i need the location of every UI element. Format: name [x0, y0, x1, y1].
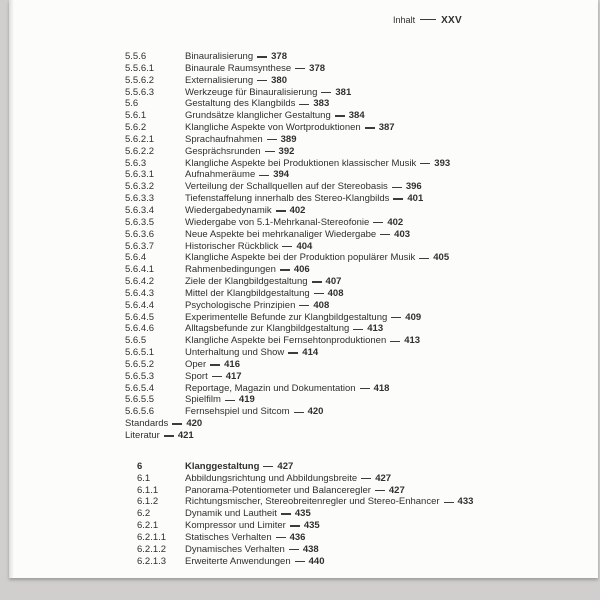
- toc-entry-number: 5.5.6.1: [125, 62, 155, 74]
- dash-separator: [444, 502, 454, 503]
- toc-entry: [125, 544, 475, 556]
- toc-entry-number: 5.6.4.6: [125, 323, 155, 335]
- toc-entry: [125, 532, 475, 544]
- toc-entry-page: 416: [224, 358, 240, 370]
- dash-separator: [289, 549, 299, 550]
- toc-entry-number: 5.6.4.5: [125, 311, 155, 323]
- toc-entry-number: 5.6: [125, 98, 139, 110]
- toc-list: [125, 51, 475, 567]
- toc-entry-title: Externalisierung: [185, 74, 254, 86]
- toc-entry-number: 5.6.3.2: [125, 181, 155, 193]
- toc-entry: [125, 241, 475, 253]
- toc-entry: [125, 122, 475, 134]
- toc-entry-page: 378: [271, 51, 287, 62]
- toc-entry: [125, 229, 475, 241]
- toc-entry-page: 407: [325, 276, 342, 288]
- dash-separator: [257, 80, 267, 81]
- toc-entry-title: Panorama-Potentiometer und Balanceregler: [185, 484, 371, 496]
- toc-entry: [125, 359, 475, 371]
- toc-entry-number: 5.6.3.1: [125, 169, 155, 181]
- toc-entry-number: 5.6.4.2: [125, 276, 155, 288]
- dash-separator: [257, 56, 267, 57]
- toc-entry-title: Gesprächsrunden: [185, 145, 261, 157]
- toc-entry-page: 383: [313, 98, 330, 110]
- dash-separator: [321, 92, 331, 93]
- toc-entry-title: Ziele der Klangbildgestaltung: [185, 276, 308, 288]
- toc-entry-title: Standards: [125, 418, 169, 430]
- toc-entry: [125, 394, 475, 406]
- toc-entry-page: 436: [289, 531, 306, 543]
- toc-entry: [125, 98, 475, 110]
- toc-entry: [125, 288, 475, 300]
- toc-entry: [125, 276, 475, 288]
- toc-entry-number: 6.2: [137, 508, 151, 520]
- toc-entry-page: 384: [348, 110, 365, 122]
- dash-separator: [281, 513, 291, 514]
- toc-entry-title: Alltagsbefunde zur Klangbildgestaltung: [185, 323, 350, 335]
- toc-entry: [125, 51, 475, 63]
- dash-separator: [276, 210, 286, 211]
- toc-entry-number: 5.6.5.1: [125, 347, 155, 359]
- dash-separator: [335, 115, 345, 116]
- toc-entry-page: 427: [388, 484, 405, 496]
- toc-entry-number: 5.5.6.3: [125, 86, 155, 98]
- toc-entry-title: Historischer Rückblick: [185, 240, 279, 252]
- toc-entry-page: 404: [296, 240, 313, 252]
- toc-entry-number: 5.6.4.1: [125, 264, 155, 276]
- toc-entry-title: Unterhaltung und Show: [185, 347, 285, 359]
- toc-entry-page: 419: [238, 394, 255, 406]
- toc-entry-number: 5.6.5.4: [125, 382, 155, 394]
- toc-entry-page: 408: [313, 299, 330, 311]
- toc-entry-number: 6.1.2: [137, 496, 159, 508]
- toc-entry-title: Klangliche Aspekte bei Fernsehtonproduktionen: [185, 335, 387, 347]
- toc-entry-title: Fernsehspiel und Sitcom: [185, 406, 290, 418]
- dash-separator: [263, 466, 273, 467]
- toc-entry: [125, 418, 475, 430]
- toc-entry-title: Aufnahmeräume: [185, 169, 256, 181]
- toc-entry-page: 403: [394, 228, 411, 240]
- toc-entry-title: Klangliche Aspekte von Wortproduktionen: [185, 122, 361, 134]
- toc-entry: [125, 87, 475, 99]
- toc-entry: [125, 520, 475, 532]
- toc-entry-page: 420: [186, 418, 203, 430]
- toc-entry-page: 409: [405, 311, 422, 323]
- toc-entry-number: 5.6.3.6: [125, 228, 155, 240]
- toc-entry-title: Wiedergabe von 5.1-Mehrkanal-Stereofonie: [185, 216, 370, 228]
- toc-entry-number: 5.6.2: [125, 122, 147, 134]
- toc-entry-title: Dynamisches Verhalten: [185, 543, 285, 555]
- toc-entry: [125, 75, 475, 87]
- toc-entry-page: 378: [309, 62, 326, 74]
- dash-separator: [290, 525, 300, 526]
- toc-entry-title: Mittel der Klangbildgestaltung: [185, 287, 310, 299]
- toc-entry: [125, 508, 475, 520]
- toc-entry-number: 5.6.5.3: [125, 370, 155, 382]
- toc-entry-title: Klanggestaltung: [185, 460, 260, 472]
- toc-entry-page: 420: [307, 406, 324, 418]
- toc-entry-title: Kompressor und Limiter: [185, 520, 286, 532]
- dash-separator: [393, 198, 403, 199]
- toc-entry-page: 438: [302, 543, 319, 555]
- toc-entry-page: 381: [335, 86, 352, 98]
- toc-entry-page: 414: [302, 347, 319, 359]
- toc-entry-page: 380: [271, 74, 287, 86]
- toc-entry: [125, 300, 475, 312]
- toc-entry: [125, 371, 475, 383]
- toc-entry-number: 5.6.5: [125, 335, 147, 347]
- dash-separator: [288, 352, 298, 353]
- toc-entry: [125, 158, 475, 170]
- toc-entry-title: Psychologische Prinzipien: [185, 299, 296, 311]
- dash-separator: [259, 175, 269, 176]
- dash-separator: [276, 537, 286, 538]
- toc-entry-number: 5.6.4: [125, 252, 147, 264]
- toc-entry-number: 6.1.1: [137, 484, 159, 496]
- toc-entry-page: 405: [433, 252, 450, 264]
- toc-entry-number: 5.5.6: [125, 51, 147, 62]
- dash-separator: [391, 317, 401, 318]
- dash-separator: [295, 561, 305, 562]
- toc-entry: [125, 110, 475, 122]
- toc-entry-title: Grundsätze klanglicher Gestaltung: [185, 110, 331, 122]
- toc-entry-title: Oper: [185, 358, 207, 370]
- toc-entry-number: 5.6.2.2: [125, 145, 155, 157]
- toc-entry-page: 396: [405, 181, 422, 193]
- toc-entry: [125, 430, 475, 442]
- toc-entry: [125, 181, 475, 193]
- toc-entry-title: Reportage, Magazin und Dokumentation: [185, 382, 356, 394]
- toc-entry-title: Rahmenbedingungen: [185, 264, 276, 276]
- toc-entry-page: 389: [280, 133, 297, 145]
- toc-entry: [125, 169, 475, 181]
- dash-separator: [420, 163, 430, 164]
- toc-entry: [125, 63, 475, 75]
- toc-entry-number: 5.6.5.6: [125, 406, 155, 418]
- toc-entry-title: Klangliche Aspekte bei der Produktion populärer Musik: [185, 252, 416, 264]
- toc-entry-number: 5.6.3.5: [125, 216, 155, 228]
- dash-separator: [360, 388, 370, 389]
- toc-entry-number: 5.6.3: [125, 157, 147, 169]
- toc-entry-title: Binaurale Raumsynthese: [185, 62, 292, 74]
- toc-entry-number: 5.6.5.5: [125, 394, 155, 406]
- dash-separator: [225, 400, 235, 401]
- toc-entry-number: 5.5.6.2: [125, 74, 155, 86]
- toc-entry-number: 6.2.1.2: [137, 543, 167, 555]
- dash-separator: [375, 490, 385, 491]
- toc-entry-title: Literatur: [125, 430, 160, 441]
- toc-entry: [125, 406, 475, 418]
- toc-entry-number: 5.6.5.2: [125, 358, 155, 370]
- toc-entry: [125, 312, 475, 324]
- toc-entry-number: 6.1: [137, 472, 151, 484]
- toc-entry-title: Verteilung der Schallquellen auf der Stereobasis: [185, 181, 388, 193]
- toc-entry: [125, 217, 475, 229]
- toc-entry: [125, 383, 475, 395]
- toc-entry-title: Gestaltung des Klangbilds: [185, 98, 296, 110]
- toc-entry-title: Richtungsmischer, Stereobreitenregler und Stereo-Enhancer: [185, 496, 440, 508]
- dash-separator: [265, 151, 275, 152]
- page-header: [125, 15, 462, 26]
- toc-entry: [125, 473, 475, 485]
- dash-separator: [361, 478, 371, 479]
- dash-separator: [353, 329, 363, 330]
- toc-entry: [125, 146, 475, 158]
- toc-entry-page: 401: [407, 193, 424, 205]
- toc-entry-page: 435: [294, 508, 311, 520]
- toc-entry-number: 5.6.4.3: [125, 287, 155, 299]
- toc-entry-title: Experimentelle Befunde zur Klangbildgestaltung: [185, 311, 388, 323]
- toc-entry-title: Wiedergabedynamik: [185, 204, 272, 216]
- toc-entry-page: 402: [289, 204, 306, 216]
- toc-entry-title: Abbildungsrichtung und Abbildungsbreite: [185, 472, 358, 484]
- toc-entry-page: 393: [434, 157, 451, 169]
- toc-entry-page: 440: [308, 555, 325, 567]
- toc-entry-page: 433: [457, 496, 474, 508]
- toc-entry-number: 6.2.1.3: [137, 555, 167, 567]
- toc-entry-page: 417: [225, 370, 242, 382]
- dash-separator: [294, 412, 304, 413]
- toc-entry-page: 408: [327, 287, 344, 299]
- toc-entry-number: 5.6.1: [125, 110, 147, 122]
- toc-entry: [125, 134, 475, 146]
- toc-entry-number: 6: [137, 460, 143, 472]
- toc-entry-number: 5.6.3.3: [125, 193, 155, 205]
- toc-entry-title: Erweiterte Anwendungen: [185, 555, 291, 567]
- toc-entry-page: 427: [375, 472, 392, 484]
- toc-entry-page: 413: [367, 323, 384, 335]
- dash-separator: [392, 187, 402, 188]
- section-gap: [125, 442, 475, 461]
- toc-entry: [125, 335, 475, 347]
- toc-entry-title: Dynamik und Lautheit: [185, 508, 277, 520]
- dash-separator: [420, 19, 436, 20]
- toc-entry: [125, 496, 475, 508]
- dash-separator: [312, 281, 322, 282]
- dash-separator: [280, 269, 290, 270]
- toc-entry-title: Werkzeuge für Binauralisierung: [185, 86, 318, 98]
- toc-entry: [125, 252, 475, 264]
- toc-entry-page: 402: [387, 216, 404, 228]
- toc-entry-page: 421: [177, 430, 194, 441]
- toc-entry-page: 427: [277, 460, 294, 472]
- toc-entry-number: 5.6.4.4: [125, 299, 155, 311]
- toc-entry-page: 406: [293, 264, 310, 276]
- toc-entry: [125, 205, 475, 217]
- dash-separator: [282, 246, 292, 247]
- dash-separator: [390, 341, 400, 342]
- dash-separator: [299, 305, 309, 306]
- toc-entry-page: 435: [303, 520, 320, 532]
- toc-entry-title: Statisches Verhalten: [185, 531, 272, 543]
- toc-entry-page: 413: [404, 335, 421, 347]
- toc-entry-number: 5.6.2.1: [125, 133, 155, 145]
- dash-separator: [365, 127, 375, 128]
- toc-entry-page: 394: [273, 169, 290, 181]
- header-inhalt-label: Inhalt: [393, 15, 416, 25]
- toc-entry-page: 418: [373, 382, 390, 394]
- toc-page: [9, 0, 598, 578]
- toc-entry-title: Sport: [185, 370, 208, 382]
- dash-separator: [267, 139, 277, 140]
- toc-entry-page: 392: [278, 145, 295, 157]
- dash-separator: [373, 222, 383, 223]
- toc-entry-title: Tiefenstaffelung innerhalb des Stereo-Klangbilds: [185, 193, 390, 205]
- toc-entry-title: Binauralisierung: [185, 51, 254, 62]
- header-page-number: XXV: [441, 15, 462, 26]
- toc-entry-title: Klangliche Aspekte bei Produktionen klassischer Musik: [185, 157, 417, 169]
- dash-separator: [172, 423, 182, 424]
- dash-separator: [210, 364, 220, 365]
- toc-entry: [125, 556, 475, 568]
- toc-entry-page: 387: [378, 122, 395, 134]
- toc-entry: [125, 323, 475, 335]
- toc-entry-title: Neue Aspekte bei mehrkanaliger Wiedergabe: [185, 228, 377, 240]
- dash-separator: [299, 104, 309, 105]
- toc-entry: [125, 485, 475, 497]
- toc-entry: [125, 347, 475, 359]
- toc-entry-number: 5.6.3.4: [125, 204, 155, 216]
- dash-separator: [164, 435, 174, 436]
- toc-entry-number: 6.2.1.1: [137, 531, 167, 543]
- toc-entry-title: Spielfilm: [185, 394, 221, 406]
- toc-entry: [125, 264, 475, 276]
- dash-separator: [212, 376, 222, 377]
- toc-entry: [125, 461, 475, 473]
- toc-entry-number: 6.2.1: [137, 520, 159, 532]
- toc-entry-number: 5.6.3.7: [125, 240, 155, 252]
- toc-entry-title: Sprachaufnahmen: [185, 133, 263, 145]
- toc-entry: [125, 193, 475, 205]
- dash-separator: [295, 68, 305, 69]
- dash-separator: [314, 293, 324, 294]
- dash-separator: [419, 258, 429, 259]
- dash-separator: [380, 234, 390, 235]
